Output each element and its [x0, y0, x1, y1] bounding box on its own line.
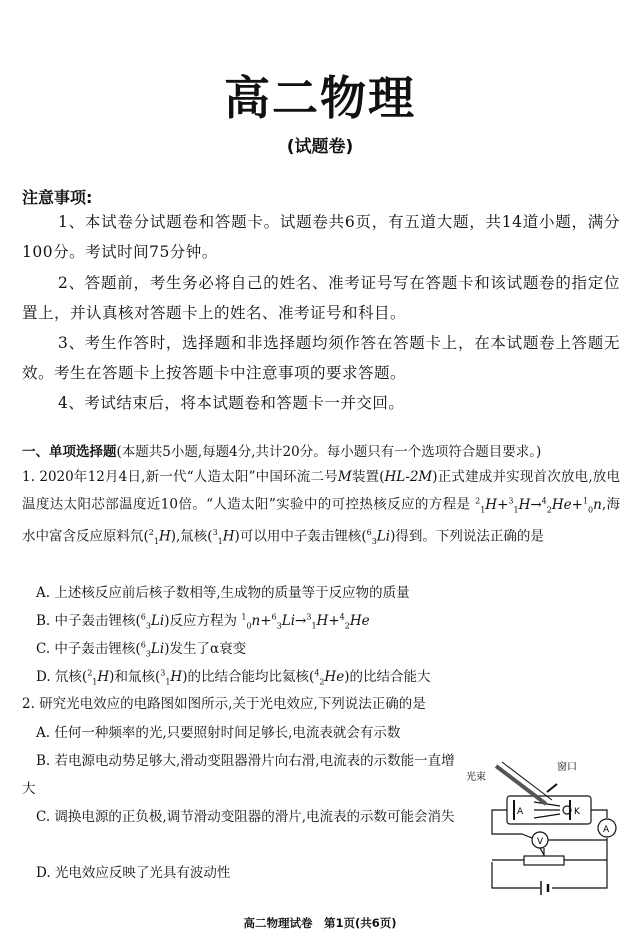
notice-item-4: 4、考试结束后，将本试题卷和答题卡一并交回。	[58, 394, 405, 412]
question-2-option-d: D. 光电效应反映了光具有波动性	[36, 865, 231, 881]
photoelectric-circuit-diagram	[462, 752, 632, 897]
beam-label: 光束	[466, 772, 486, 783]
question-2-option-b: B. 若电源电动势足够大,滑动变阻器滑片向右滑,电流表的示数能一直增大	[22, 753, 455, 797]
question-1-stem: 1. 2020年12月4日,新一代“人造太阳”中国环流二号M装置(HL-2M)正式建成并实现首次放电,放电温度达太阳芯部温度近10倍。“人造太阳”实验中的可控热核反应的方程是 $^2_1$H+$^3_1$H→$^4_2$He+$^1_0$n,海水中富含反应原料氘($^2_1$H),氚核($^3_1$H)可以用中子轰击锂核($^6_3$Li)得到。下列说法正确的是	[22, 469, 620, 547]
question-1-option-d: D. 氘核($^2_1$H)和氚核($^3_1$H)的比结合能均比氦核($^4_2$He)的比结合能大	[36, 668, 431, 687]
notice-item-3: 3、考生作答时，选择题和非选择题均须作答在答题卡上，在本试题卷上答题无效。考生在答题卡上按答题卡中注意事项的要求答题。	[22, 334, 620, 382]
page-title: 高二物理	[224, 71, 416, 125]
cathode-label: K	[574, 807, 580, 817]
notice-heading: 注意事项:	[22, 188, 93, 207]
voltmeter-label: V	[537, 837, 544, 847]
notice-item-2: 2、答题前，考生务必将自己的姓名、准考证号写在答题卡和该试题卷的指定位置上，并认真核对答题卡上的姓名、准考证号和科目。	[22, 274, 620, 322]
question-2-option-c: C. 调换电源的正负极,调节滑动变阻器的滑片,电流表的示数可能会消失	[36, 809, 455, 825]
question-1-option-c: C. 中子轰击锂核($^6_3$Li)发生了α衰变	[36, 640, 247, 659]
page-subtitle: (试题卷)	[286, 137, 354, 157]
question-1-option-a: A. 上述核反应前后核子数相等,生成物的质量等于反应物的质量	[36, 585, 410, 601]
question-1-option-b: B. 中子轰击锂核($^6_3$Li)反应方程为 $^1_0$n+$^6_3$Li→$^3_1$H+$^4_2$He	[36, 612, 370, 631]
ammeter-label: A	[603, 825, 610, 835]
question-2-stem: 2. 研究光电效应的电路图如图所示,关于光电效应,下列说法正确的是	[22, 696, 426, 712]
section-heading: 一、单项选择题(本题共5小题,每题4分,共计20分。每小题只有一个选项符合题目要求。)	[22, 444, 542, 460]
question-2-option-a: A. 任何一种频率的光,只要照射时间足够长,电流表就会有示数	[36, 725, 401, 741]
window-label: 窗口	[557, 762, 577, 773]
page-footer: 高二物理试卷 第1页(共6页)	[243, 916, 397, 930]
fusion-equation: $^2_1$H+$^3_1$H→$^4_2$He+$^1_0$n	[475, 496, 602, 515]
anode-label: A	[517, 807, 524, 817]
notice-item-1: 1、本试卷分试题卷和答题卡。试题卷共6页，有五道大题，共14道小题，满分100分。考试时间75分钟。	[22, 213, 620, 261]
